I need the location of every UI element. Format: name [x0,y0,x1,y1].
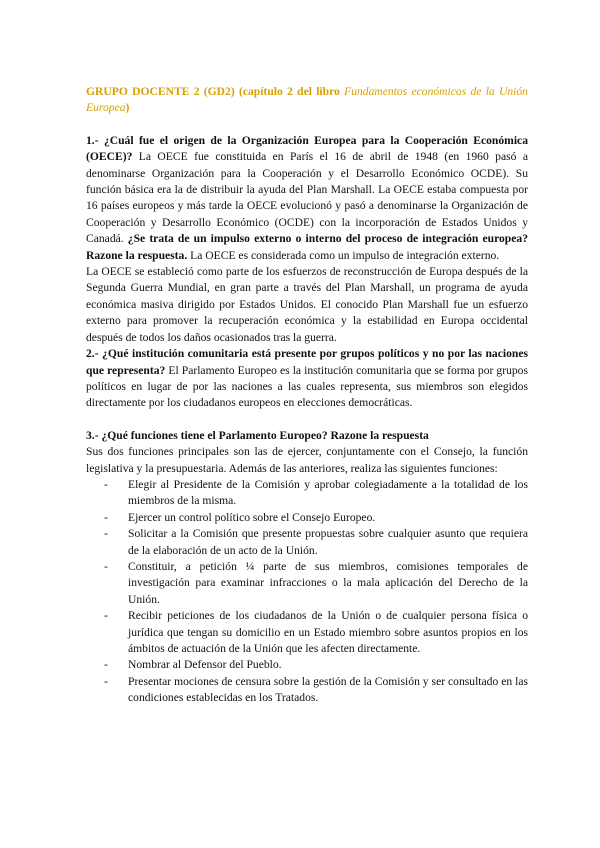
list-item-text: Nombrar al Defensor del Pueblo. [128,658,282,672]
list-item-text: Ejercer un control político sobre el Consejo Europeo. [128,510,376,524]
list-dash: - [104,674,108,688]
list-dash: - [104,559,108,573]
list-item-text: Solicitar a la Comisión que presente propuestas sobre cualquier asunto que requiera de la elaboración de un acto de la Unión. [128,527,528,557]
list-item [86,559,528,608]
heading-suffix: ) [125,101,130,115]
spacer [86,117,528,133]
heading-book-title: Fundamentos económicos de la Unión Europea [86,85,528,115]
section-2-number: 2.- [86,347,103,361]
list-item [86,608,528,657]
document-heading [86,84,528,117]
list-item [86,510,528,526]
list-item-text: Elegir al Presidente de la Comisión y aprobar colegiadamente a la totalidad de los miembros de la misma. [128,477,528,508]
section-1-answer-2: La OECE es considerada como un impulso de integración externo. [187,248,500,262]
list-item-text: Recibir peticiones de los ciudadanos de la Unión o de cualquier persona física o jurídica que tengan su domicilio en un Estado miembro sobre asuntos propios en los ámbitos de actuación de la Unión que les afecten directamente. [128,609,528,655]
section-1-question-2: ¿Se trata de un impulso externo o interno del proceso de integración europea? Razone la respuesta. [86,232,528,262]
document-content [86,84,528,707]
section-2 [86,346,528,412]
section-3-title: 3.- ¿Qué funciones tiene el Parlamento Europeo? Razone la respuesta [86,428,429,442]
section-1-answer: La OECE fue constituida en París el 16 de abril de 1948 (en 1960 pasó a denominarse Organización para la Cooperación y el Desarrollo Económico OCDE). Su función básica era la de distribuir la ayuda del Plan Marshall. La OECE estaba compuesta por 16 países europeos y más tarde la OECE evolucionó y pasó a denominarse la Organización de Cooperación y Desarrollo Económico (OCDE) con la incorporación de Estados Unidos y Canadá. [86,150,528,246]
heading-prefix: GRUPO DOCENTE 2 (GD2) (capítulo 2 del libro [86,85,345,98]
list-dash: - [104,510,108,524]
section-1-paragraph: La OECE se estableció como parte de los esfuerzos de reconstrucción de Europa después de la Segunda Guerra Mundial, en gran parte a través del Plan Marshall, un programa de ayuda económica masiva dirigido por Estados Unidos. El conocido Plan Marshall fue un esfuerzo externo para promover la recuperación económica y la estabilidad en Europa occidental después de todos los daños ocasionados tras la guerra. [86,265,528,344]
section-1-number: 1.- [86,133,104,147]
list-item-text: Constituir, a petición ¼ parte de sus miembros, comisiones temporales de investigación para examinar infracciones o la mala aplicación del Derecho de la Unión. [128,559,528,606]
list-item [86,674,528,707]
list-item [86,526,528,559]
section-1 [86,133,528,264]
list-item-text: Presentar mociones de censura sobre la gestión de la Comisión y ser consultado en las condiciones establecidas en los Tratados. [128,674,528,705]
spacer [86,412,528,428]
functions-list [86,477,528,707]
section-2-question: ¿Qué institución comunitaria está presente por grupos políticos y no por las naciones que representa? [86,347,528,377]
list-dash: - [104,477,108,491]
section-2-answer: El Parlamento Europeo es la institución comunitaria que se forma por grupos políticos en lugar de por las naciones a las cuales representa, sus miembros son elegidos directamente por los ciudadanos europeos en elecciones democráticas. [86,363,528,410]
list-item [86,477,528,510]
list-dash: - [104,658,108,672]
list-dash: - [104,609,108,623]
list-dash: - [104,527,108,541]
list-item [86,657,528,673]
section-1-question: ¿Cuál fue el origen de la Organización Europea para la Cooperación Económica (OECE)? [86,133,528,164]
section-3-intro: Sus dos funciones principales son las de ejercer, conjuntamente con el Consejo, la función legislativa y la presupuestaria. Además de las anteriores, realiza las siguientes funciones: [86,445,528,475]
